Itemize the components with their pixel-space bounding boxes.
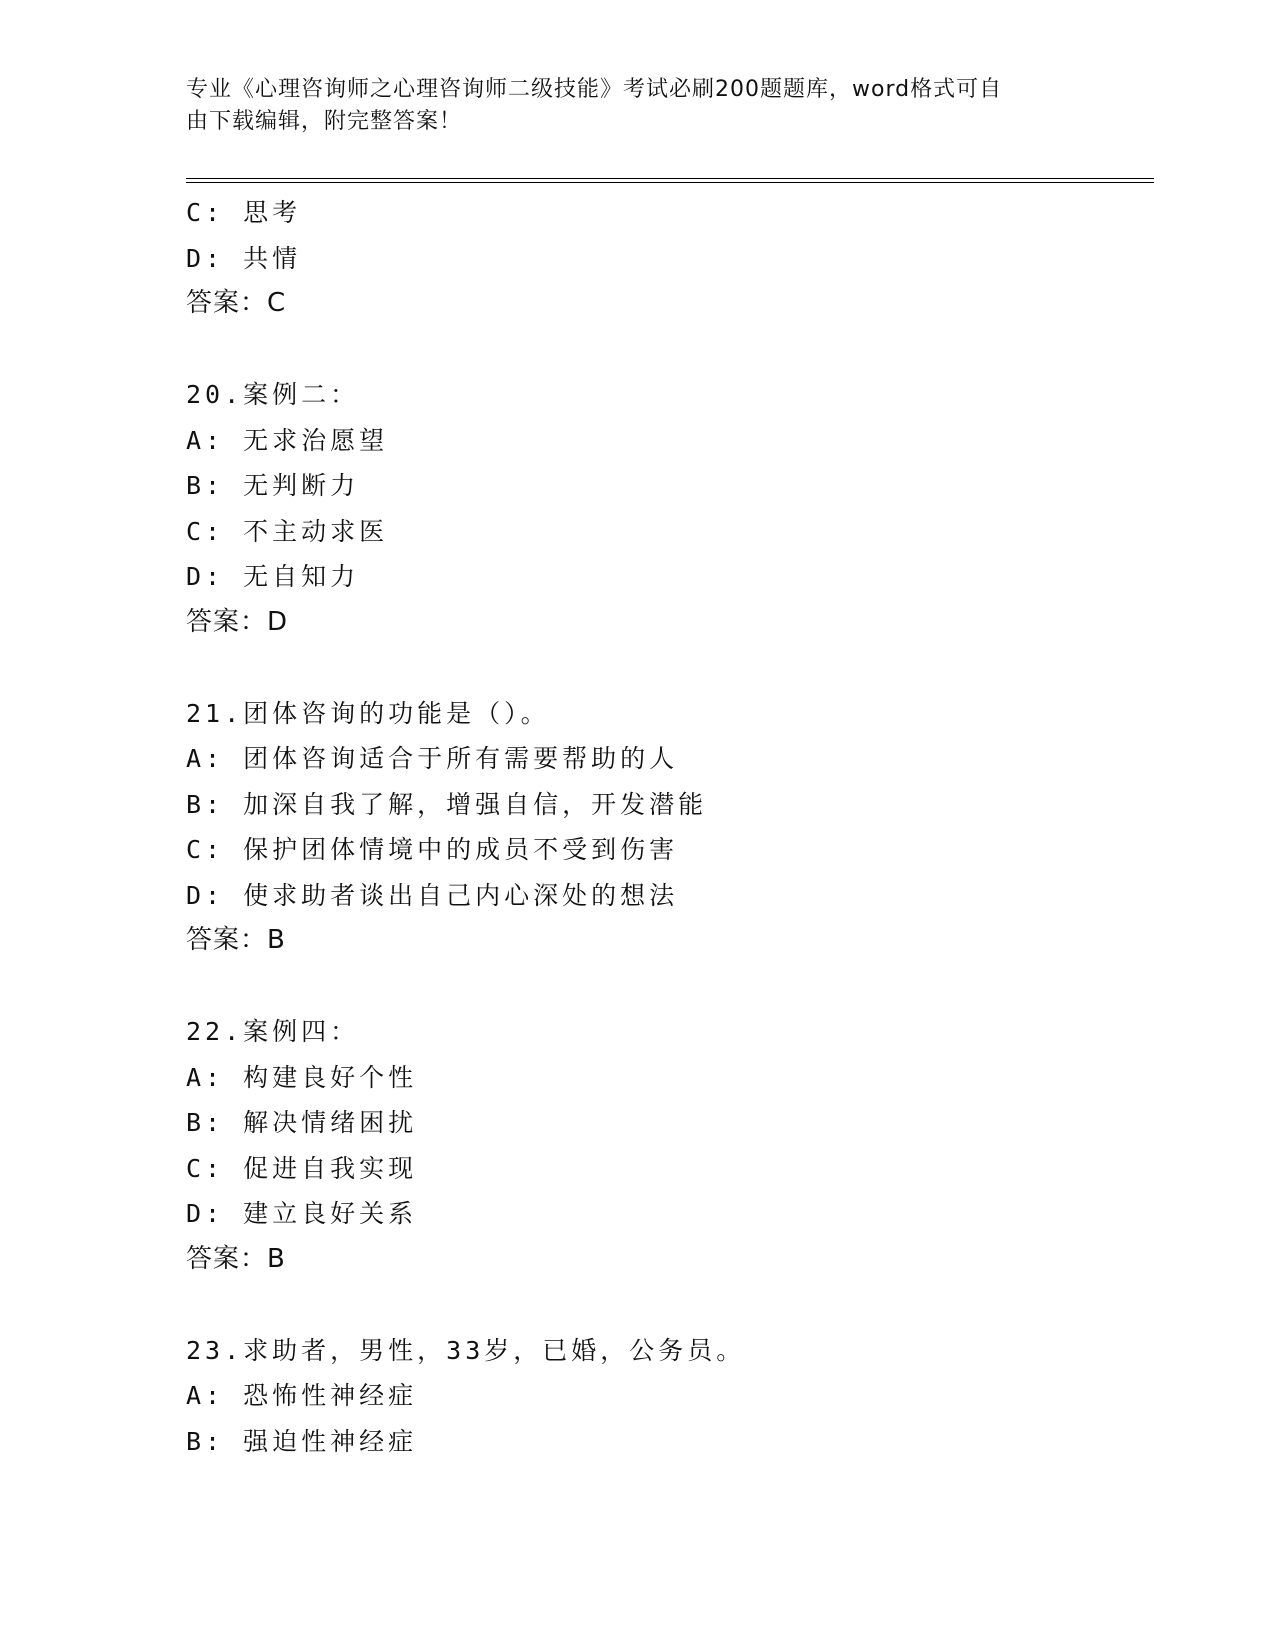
header-rule-top <box>186 178 1154 179</box>
question-block <box>186 691 1146 964</box>
document-header <box>186 74 1066 138</box>
question-block <box>186 1328 1146 1465</box>
option-line: C: 不主动求医 <box>186 516 389 546</box>
question-stem: 20.案例二： <box>186 380 360 409</box>
question-list <box>186 190 1146 1464</box>
question-stem: 23.求助者，男性，33岁，已婚，公务员。 <box>186 1335 746 1365</box>
option-line: D: 使求助者谈出自己内心深处的想法 <box>186 880 679 910</box>
question-block <box>186 190 1146 327</box>
answer-line: 答案：C <box>186 288 287 318</box>
option-line: B: 强迫性神经症 <box>186 1426 418 1456</box>
option-line: C: 思考 <box>186 198 302 227</box>
question-stem: 22.案例四： <box>186 1017 360 1046</box>
spacer <box>186 1282 1146 1328</box>
option-line: A: 构建良好个性 <box>186 1062 418 1092</box>
question-block <box>186 1009 1146 1282</box>
option-line: B: 解决情绪困扰 <box>186 1108 418 1137</box>
option-line: C: 促进自我实现 <box>186 1153 418 1183</box>
option-line: A: 恐怖性神经症 <box>186 1381 418 1410</box>
header-rule-bottom <box>186 182 1154 183</box>
spacer <box>186 327 1146 373</box>
question-block <box>186 372 1146 645</box>
option-line: D: 建立良好关系 <box>186 1199 418 1228</box>
option-line: B: 加深自我了解，增强自信，开发潜能 <box>186 789 708 819</box>
option-line: A: 无求治愿望 <box>186 425 389 455</box>
header-line-1: 专业《心理咨询师之心理咨询师二级技能》考试必刷200题题库，word格式可自 <box>186 77 1003 102</box>
spacer <box>186 964 1146 1010</box>
spacer <box>186 645 1146 691</box>
question-stem: 21.团体咨询的功能是（）。 <box>186 698 550 728</box>
option-line: C: 保护团体情境中的成员不受到伤害 <box>186 835 679 864</box>
answer-line: 答案：B <box>186 925 286 955</box>
option-line: B: 无判断力 <box>186 471 360 500</box>
answer-line: 答案：D <box>186 606 289 637</box>
option-line: A: 团体咨询适合于所有需要帮助的人 <box>186 744 679 773</box>
header-line-2: 由下载编辑，附完整答案！ <box>186 109 463 134</box>
option-line: D: 共情 <box>186 243 302 273</box>
answer-line: 答案：B <box>186 1243 286 1274</box>
option-line: D: 无自知力 <box>186 562 360 591</box>
